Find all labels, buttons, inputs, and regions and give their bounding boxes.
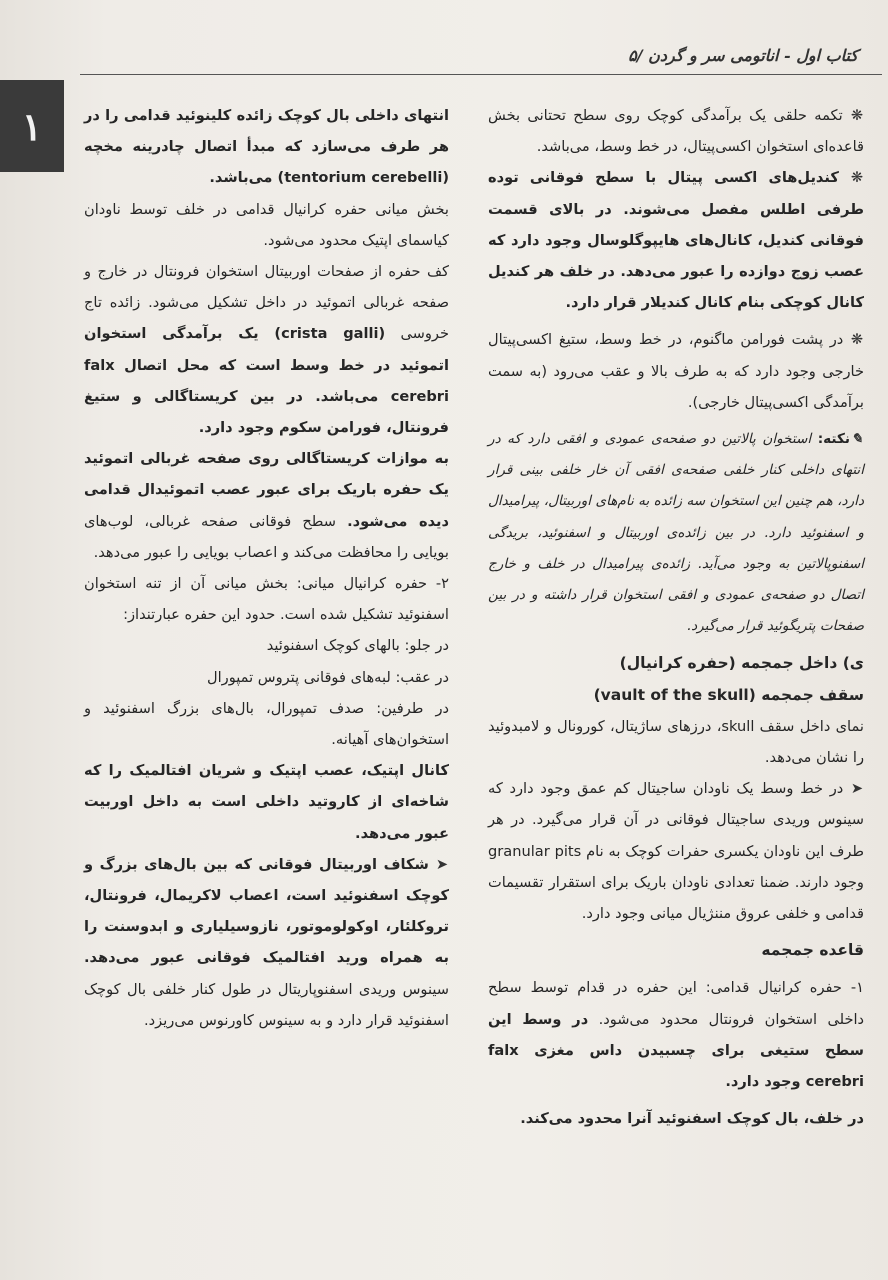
bullet-icon: ❋ xyxy=(850,169,864,187)
arrowhead-icon: ➤ xyxy=(850,780,864,798)
paragraph: کف حفره از صفحات اوربیتال استخوان فرونتال در خارج و صفحه غربالی اتموئید در داخل تشکیل می‌شود. زائده تاج خروسی (crista galli) یک برآمدگی استخوان اتموئید در خط وسط است که محل اتصال falx cerebri می‌باشد. در بین کریستاگالی و ستیغ فرونتال، فورامن سکوم وجود دارد. xyxy=(84,263,449,437)
paragraph: ❋ تکمه حلقی یک برآمدگی کوچک روی سطح تحتانی بخش قاعده‌ای استخوان اکسی‌پیتال، در خط وسط، می‌باشد. xyxy=(488,100,864,162)
paragraph: در عقب: لبه‌های فوقانی پتروس تمپورال xyxy=(206,668,449,686)
paragraph: به موازات کریستاگالی روی صفحه غربالی اتموئید یک حفره باریک برای عبور عصب اتموئیدال قدامی دیده می‌شود. سطح فوقانی صفحه غربالی، لوب‌های بویایی را محافظت می‌کند و اعصاب بویایی را عبور می‌دهد. xyxy=(84,450,449,561)
paragraph: ➤ شکاف اوربیتال فوقانی که بین بال‌های بزرگ و کوچک اسفنوئید است، اعصاب لاکریمال، فرونتال، تروکلئار، اوکولوموتور، نازوسیلیاری و ابدوسنت را به همراه ورید افتالمیک فوقانی عبور می‌دهد. سینوس وریدی اسفنوپاریتال در طول کنار خلفی بال کوچک اسفنوئید قرار دارد و به سینوس کاورنوس می‌ریزد. xyxy=(84,849,449,1036)
right-column xyxy=(488,100,864,1135)
paragraph: بخش میانی حفره کرانیال قدامی در خلف توسط ناودان کیاسمای اپتیک محدود می‌شود. xyxy=(84,200,449,249)
subsection-heading: سقف جمجمه (vault of the skull) xyxy=(593,685,864,704)
paragraph: در جلو: بالهای کوچک اسفنوئید xyxy=(266,637,449,655)
running-header xyxy=(80,38,882,75)
paragraph: نمای داخل سقف skull، درزهای ساژیتال، کورونال و لامبدوئید را نشان می‌دهد. xyxy=(488,717,864,767)
note-text: استخوان پالاتین دو صفحه‌ی عمودی و افقی دارد که در انتهای داخلی کنار خلفی صفحه‌ی افقی آن خار خلفی بینی قرار دارد، هم چنین این استخوان سه زائده به نام‌های اوربیتال، پیرامیدال و اسفنوئید دارد. در بین زائده‌ی اوربیتال و اسفنوئید، بریدگی اسفنوپالاتین به وجود می‌آید. زائده‌ی پیرامیدال در خلف و خارج اتصال دو صفحه‌ی عمودی و افقی استخوان قرار داشته و در بین صفحات پتریگوئید قرار می‌گیرد. xyxy=(488,431,864,635)
note-box xyxy=(488,424,864,642)
bullet-icon: ❋ xyxy=(850,107,864,124)
note-label: نکته: xyxy=(817,431,850,448)
bullet-icon: ❋ xyxy=(850,331,864,349)
paragraph: انتهای داخلی بال کوچک زائده کلینوئید قدامی را در هر طرف می‌سازد که مبدأ اتصال چادرینه مخچه (tentorium cerebelli) می‌باشد. xyxy=(84,107,449,187)
paragraph: ❋ کندیل‌های اکسی پیتال با سطح فوقانی توده طرفی اطلس مفصل می‌شوند. در بالای قسمت فوقانی کندیل، کانال‌های هایپوگلوسال وجود دارد که عصب زوج دوازده را عبور می‌دهد. در خلف هر کندیل کانال کوچکی بنام کانال کندیلار قرار دارد. xyxy=(488,162,864,318)
paragraph: ۲- حفره کرانیال میانی: بخش میانی آن از تنه استخوان اسفنوئید تشکیل شده است. حدود این حفره عبارتنداز: xyxy=(84,575,449,624)
chapter-tab: ۱ xyxy=(0,80,64,172)
pencil-icon: ✎ xyxy=(851,431,863,448)
paragraph: در خلف، بال کوچک اسفنوئید آنرا محدود می‌کند. xyxy=(520,1110,864,1128)
paragraph: ➤ در خط وسط یک ناودان ساجیتال کم عمق وجود دارد که سینوس وریدی ساجیتال فوقانی در آن قرار می‌گیرد. در هر طرف این ناودان یکسری حفرات کوچک به نام granular pits وجود دارند. ضمنا تعدادی ناودان باریک برای استقرار تقسیمات قدامی و خلفی عروق مننژیال میانی وجود دارد. xyxy=(488,773,864,929)
left-column xyxy=(84,100,449,1036)
paragraph: کانال اپتیک، عصب اپتیک و شریان افتالمیک را که شاخه‌ای از کاروتید داخلی است به داخل اوربیت عبور می‌دهد. xyxy=(84,762,449,842)
subsection-heading: قاعده جمجمه xyxy=(761,941,864,960)
running-title: کتاب اول - اناتومی سر و گردن /۵ xyxy=(628,46,858,65)
section-heading: ی) داخل جمجمه (حفره کرانیال) xyxy=(619,654,864,673)
arrowhead-icon: ➤ xyxy=(435,855,449,873)
paragraph: ۱- حفره کرانیال قدامی: این حفره در قدام توسط سطح داخلی استخوان فرونتال محدود می‌شود. در وسط این سطح ستیغی برای چسبیدن داس مغزی falx cerebri وجود دارد. xyxy=(488,979,865,1091)
paragraph: در طرفین: صدف تمپورال، بال‌های بزرگ اسفنوئید و استخوان‌های آهیانه. xyxy=(84,699,449,749)
paragraph: ❋ در پشت فورامن ماگنوم، در خط وسط، ستیغ اکسی‌پیتال خارجی وجود دارد که به طرف بالا و عقب می‌رود (به سمت برآمدگی اکسی‌پیتال خارجی). xyxy=(488,324,864,418)
